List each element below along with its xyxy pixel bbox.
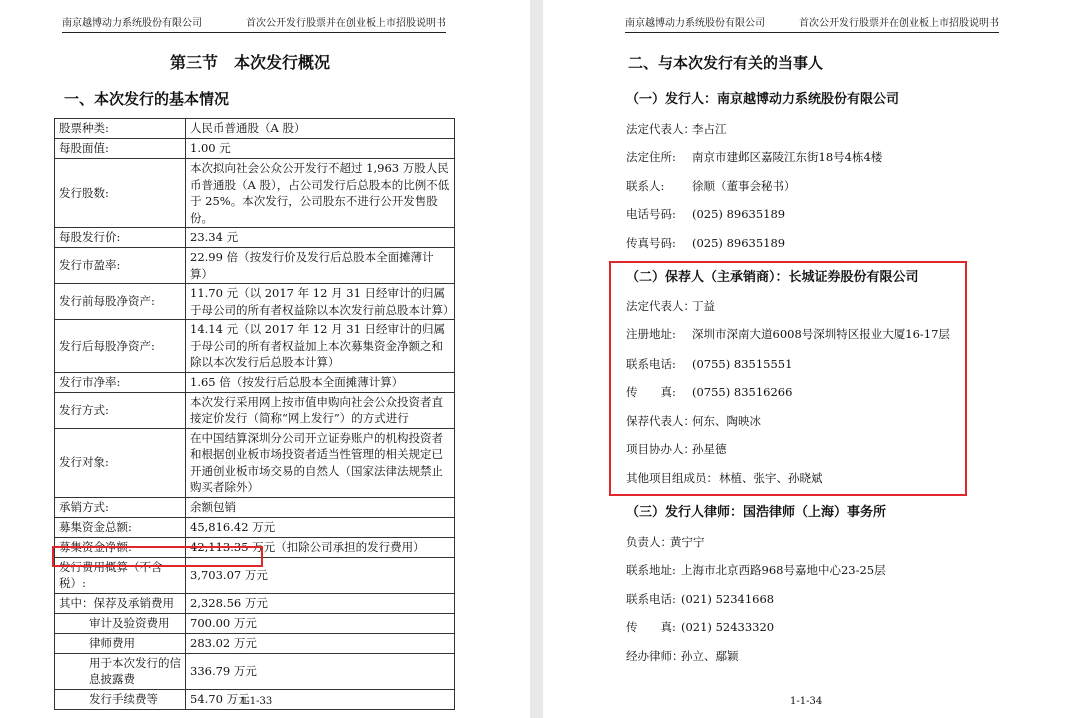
row-label: 发行后每股净资产: (55, 320, 186, 373)
lawyer-line (626, 592, 775, 606)
issuer-line (626, 179, 796, 193)
line-label: 法定代表人： (626, 122, 695, 136)
highlight-box-sponsor (609, 261, 967, 496)
line-label: 法定代表人： (626, 299, 695, 313)
line-label: 传 真: (626, 385, 676, 399)
row-value: 336.79 万元 (186, 653, 455, 689)
row-label: 承销方式: (55, 497, 186, 517)
line-value: 深圳市深南大道6008号深圳特区报业大厦16-17层 (692, 327, 950, 341)
left-page (0, 0, 530, 718)
line-value: 南京市建邺区嘉陵江东街18号4栋4楼 (692, 150, 883, 164)
lawyer-line (626, 620, 775, 634)
table-row (55, 139, 455, 159)
row-value: 23.34 元 (186, 228, 455, 248)
section-title: 第三节 本次发行概况 (170, 53, 331, 72)
row-value: 11.70 元（以 2017 年 12 月 31 日经审计的归属于母公司的所有者权益除以本次发行前总股本计算） (186, 284, 455, 320)
table-row (55, 320, 455, 373)
row-value: 本次发行采用网上按市值申购向社会公众投资者直接定价发行（简称“网上发行”）的方式进行 (186, 392, 455, 428)
line-label: 保荐代表人： (626, 414, 695, 428)
lawyer-line (626, 563, 886, 577)
line-label: 项目协办人： (626, 442, 695, 456)
row-value: 42,113.35 万元（扣除公司承担的发行费用） (186, 537, 455, 557)
row-label: 发行市盈率: (55, 248, 186, 284)
row-label: 发行前每股净资产: (55, 284, 186, 320)
row-value: 700.00 万元 (186, 613, 455, 633)
table-row (55, 497, 455, 517)
line-value: (025) 89635189 (692, 207, 786, 221)
table-row (55, 159, 455, 228)
row-value: 在中国结算深圳分公司开立证券账户的机构投资者和根据创业板市场投资者适当性管理的相关规定已开通创业板市场交易的自然人（国家法律法规禁止购买者除外） (186, 428, 455, 497)
line-value: 孙星德 (692, 442, 727, 456)
row-label: 发行手续费等 (55, 689, 186, 709)
page-number: 1-1-34 (790, 696, 823, 707)
heading-basic-info: 一、本次发行的基本情况 (64, 90, 230, 108)
row-label: 发行对象: (55, 428, 186, 497)
row-label: 发行费用概算（不含税）: (55, 557, 186, 593)
row-label: 募集资金净额: (55, 537, 186, 557)
lawyer-line (626, 535, 705, 549)
table-row (55, 248, 455, 284)
offering-info-table (54, 118, 455, 710)
table-row (55, 428, 455, 497)
line-value: 李占江 (692, 122, 727, 136)
row-value: 本次拟向社会公众公开发行不超过 1,963 万股人民币普通股（A 股），占公司发行后总股本的比例不低于 25%。本次发行，公司股东不进行公开发售股份。 (186, 159, 455, 228)
line-value: (025) 89635189 (692, 236, 786, 250)
row-label: 发行方式: (55, 392, 186, 428)
sponsor-heading: （二）保荐人（主承销商）：长城证券股份有限公司 (626, 270, 919, 285)
header-doc-title: 首次公开发行股票并在创业板上市招股说明书 (246, 18, 446, 29)
line-label: 联系地址: (626, 563, 676, 577)
page-header (625, 16, 999, 33)
lawyer-heading: （三）发行人律师：国浩律师（上海）事务所 (626, 505, 887, 520)
line-value: (021) 52433320 (681, 620, 775, 634)
table-row (55, 119, 455, 139)
line-label: 联系电话: (626, 357, 676, 371)
issuer-line (626, 236, 786, 250)
line-label: 联系电话: (626, 592, 676, 606)
row-value: 14.14 元（以 2017 年 12 月 31 日经审计的归属于母公司的所有者权益加上本次募集资金净额之和除以本次发行后总股本计算） (186, 320, 455, 373)
row-label: 募集资金总额: (55, 517, 186, 537)
row-label: 律师费用 (55, 633, 186, 653)
row-label: 用于本次发行的信息披露费 (55, 653, 186, 689)
line-value: 徐顺（董事会秘书） (692, 179, 796, 193)
line-value: (0755) 83516266 (692, 385, 793, 399)
line-label: 法定住所: (626, 150, 676, 164)
line-label: 经办律师： (626, 649, 684, 663)
line-value: 上海市北京西路968号嘉地中心23-25层 (681, 563, 886, 577)
row-value: 283.02 万元 (186, 633, 455, 653)
table-row (55, 372, 455, 392)
line-label: 传真号码: (626, 236, 676, 250)
row-label: 每股面值: (55, 139, 186, 159)
issuer-line (626, 150, 883, 164)
row-value: 22.99 倍（按发行价及发行后总股本全面摊薄计算） (186, 248, 455, 284)
page-number: 1-1-33 (240, 696, 273, 707)
line-value: 何东、陶映冰 (692, 414, 761, 428)
row-label: 股票种类: (55, 119, 186, 139)
row-value: 余额包销 (186, 497, 455, 517)
line-value: (0755) 83515551 (692, 357, 793, 371)
table-row (55, 653, 455, 689)
line-label: 联系人: (626, 179, 665, 193)
line-label: 注册地址: (626, 327, 676, 341)
line-label: 负责人： (626, 535, 672, 549)
issuer-line (626, 122, 727, 136)
issuer-line (626, 207, 786, 221)
table-row (55, 392, 455, 428)
table-row (55, 593, 455, 613)
row-value: 1.65 倍（按发行后总股本全面摊薄计算） (186, 372, 455, 392)
line-value: (021) 52341668 (681, 592, 775, 606)
row-value: 2,328.56 万元 (186, 593, 455, 613)
row-label: 发行股数: (55, 159, 186, 228)
row-value: 1.00 元 (186, 139, 455, 159)
table-row (55, 517, 455, 537)
highlight-box-fee (52, 546, 263, 567)
page-header (62, 16, 446, 33)
lawyer-line (626, 649, 739, 663)
table-row (55, 284, 455, 320)
row-label: 审计及验资费用 (55, 613, 186, 633)
row-value: 3,703.07 万元 (186, 557, 455, 593)
row-label: 发行市净率: (55, 372, 186, 392)
header-company: 南京越博动力系统股份有限公司 (62, 18, 202, 29)
table-row (55, 228, 455, 248)
line-label: 电话号码: (626, 207, 676, 221)
header-company: 南京越博动力系统股份有限公司 (625, 18, 765, 29)
line-value: 孙立、鄢颖 (681, 649, 739, 663)
line-value: 林植、张宇、孙晓斌 (719, 471, 823, 485)
row-label: 每股发行价: (55, 228, 186, 248)
line-value: 黄宁宁 (670, 535, 705, 549)
header-doc-title: 首次公开发行股票并在创业板上市招股说明书 (799, 18, 999, 29)
row-value: 54.70 万元 (186, 689, 455, 709)
row-value: 45,816.42 万元 (186, 517, 455, 537)
table-row (55, 633, 455, 653)
line-value: 丁益 (692, 299, 715, 313)
heading-parties: 二、与本次发行有关的当事人 (628, 54, 824, 72)
table-row (55, 613, 455, 633)
line-label: 传 真: (626, 620, 676, 634)
line-label: 其他项目组成员： (626, 471, 718, 485)
row-label: 其中：保荐及承销费用 (55, 593, 186, 613)
issuer-heading: （一）发行人：南京越博动力系统股份有限公司 (626, 92, 900, 107)
row-value: 人民币普通股（A 股） (186, 119, 455, 139)
